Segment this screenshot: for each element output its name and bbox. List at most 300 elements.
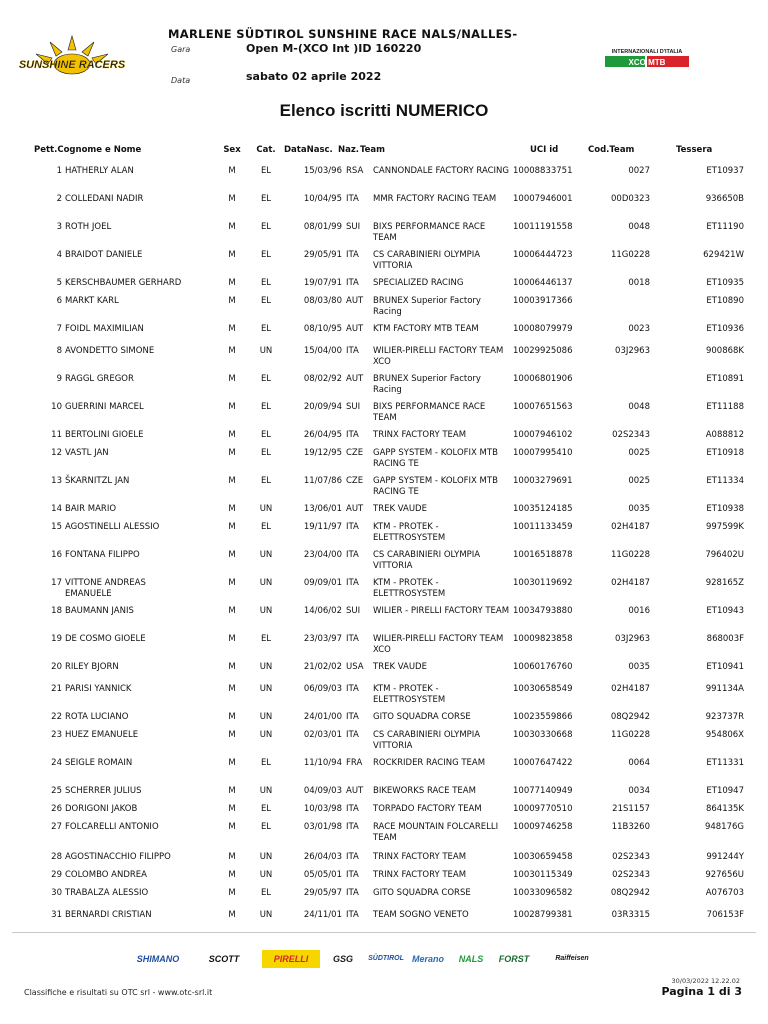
team-cell: KTM - PROTEK - ELETTROSYSTEM [373,684,446,705]
nationality-cell: ITA [346,430,359,440]
team-code-cell: 11G0228 [610,250,650,260]
sunshine-racers-logo [18,34,126,88]
rider-cell [34,662,210,673]
rider-name: COLLEDANI NADIR [65,194,144,204]
team-cell: GITO SQUADRA CORSE [373,888,471,898]
dob-cell: 23/03/97 [303,634,342,644]
tessera-cell: 928165Z [705,578,744,588]
rider-cell [34,606,210,617]
team-code-cell: 11B3260 [611,822,650,832]
team-cell: GAPP SYSTEM - KOLOFIX MTB RACING TE [373,476,498,497]
team-code-cell: 02H4187 [611,684,650,694]
bib-number: 5 [56,278,62,288]
nationality-cell: ITA [346,684,359,694]
tessera-cell: 706153F [706,910,744,920]
team-code-cell: 0048 [628,402,650,412]
rider-name: TRABALZA ALESSIO [65,888,149,898]
nationality-cell: AUT [346,324,364,334]
sex-cell: M [228,296,236,306]
col-pett-name: Pett.Cognome e Nome [34,145,142,155]
rider-name: RILEY BJORN [65,662,119,672]
uci-id-cell: 10007946102 [513,430,573,440]
tessera-cell: 948176G [704,822,744,832]
bib-number: 11 [51,430,62,440]
bib-number: 6 [56,296,62,306]
uci-id-cell: 10007647422 [513,758,573,768]
nationality-cell: AUT [346,296,364,306]
dob-cell: 19/12/95 [303,448,342,458]
team-code-cell: 11G0228 [610,730,650,740]
team-code-cell: 02S2343 [612,870,650,880]
nationality-cell: ITA [346,910,359,920]
rider-name: BAUMANN JANIS [65,606,134,616]
uci-id-cell: 10007946001 [513,194,573,204]
bib-number: 19 [51,634,62,644]
uci-id-cell: 10007995410 [513,448,573,458]
cat-cell: UN [259,550,273,560]
sex-cell: M [228,910,236,920]
dob-cell: 05/05/01 [303,870,342,880]
nationality-cell: ITA [346,822,359,832]
dob-cell: 15/03/96 [303,166,342,176]
rider-cell [34,324,210,335]
dob-cell: 11/07/86 [303,476,342,486]
rider-name: HATHERLY ALAN [65,166,134,176]
rider-cell [34,402,210,413]
team-code-cell: 0048 [628,222,650,232]
sex-cell: M [228,684,236,694]
dob-cell: 06/09/03 [303,684,342,694]
tessera-cell: ET11331 [706,758,744,768]
sex-cell: M [228,550,236,560]
race-id: Open M-(XCO Int )ID 160220 [246,42,422,55]
bib-number: 3 [56,222,62,232]
tessera-cell: A088812 [705,430,744,440]
team-cell: TRINX FACTORY TEAM [373,430,467,440]
tessera-cell: 868003F [706,634,744,644]
tessera-cell: 864135K [705,804,744,814]
rider-name: VASTL JAN [65,448,109,458]
dob-cell: 24/01/00 [303,712,342,722]
cat-cell: EL [260,194,272,204]
bib-number: 10 [51,402,62,412]
sponsor-logo: SHIMANO [136,954,180,964]
bib-number: 27 [51,822,62,832]
team-cell: RACE MOUNTAIN FOLCARELLI TEAM [373,822,499,843]
cat-cell: EL [260,222,272,232]
rider-cell [34,634,210,645]
tessera-cell: ET10941 [706,662,744,672]
bib-number: 25 [51,786,62,796]
tessera-cell: ET10935 [706,278,744,288]
team-cell: BIKEWORKS RACE TEAM [373,786,476,796]
nationality-cell: SUI [346,402,361,412]
sex-cell: M [228,194,236,204]
team-cell: BIXS PERFORMANCE RACE TEAM [373,222,486,243]
rider-name: FONTANA FILIPPO [65,550,140,560]
sex-cell: M [228,166,236,176]
sex-cell: M [228,324,236,334]
team-code-cell: 0034 [628,786,650,796]
rider-name: ROTH JOEL [65,222,112,232]
rider-cell [34,166,210,177]
sex-cell: M [228,578,236,588]
cat-cell: EL [260,296,272,306]
sex-cell: M [228,606,236,616]
sponsor-logo: Raiffeisen [555,955,589,962]
rider-name: PARISI YANNICK [65,684,132,694]
gara-label: Gara [171,45,191,54]
bib-number: 9 [56,374,62,384]
bib-number: 15 [51,522,62,532]
tessera-cell: ET10891 [706,374,744,384]
team-cell: CS CARABINIERI OLYMPIA VITTORIA [373,550,481,571]
nationality-cell: ITA [346,870,359,880]
team-code-cell: 03J2963 [615,634,650,644]
team-code-cell: 0023 [628,324,650,334]
sex-cell: M [228,522,236,532]
bib-number: 29 [51,870,62,880]
right-logo-bottom: XCO MTB [628,58,666,67]
team-cell: SPECIALIZED RACING [373,278,464,288]
tessera-cell: 927656U [705,870,744,880]
cat-cell: EL [260,402,272,412]
tessera-cell: ET11190 [706,222,744,232]
rider-name: HUEZ EMANUELE [65,730,139,740]
bib-number: 31 [51,910,62,920]
tessera-cell: 796402U [705,550,744,560]
page-indicator: Pagina 1 di 3 [661,985,742,998]
rider-name: VITTONE ANDREAS [65,578,146,588]
rider-cell [34,786,210,797]
team-code-cell: 0025 [628,476,650,486]
sex-cell: M [228,822,236,832]
race-date: sabato 02 aprile 2022 [246,70,382,83]
dob-cell: 14/06/02 [303,606,342,616]
bib-number: 23 [51,730,62,740]
cat-cell: EL [260,476,272,486]
uci-id-cell: 10030659458 [513,852,573,862]
uci-id-cell: 10023559866 [513,712,573,722]
bib-number: 2 [56,194,62,204]
uci-id-cell: 10029925086 [513,346,573,356]
team-cell: TEAM SOGNO VENETO [373,910,469,920]
bib-number: 17 [51,578,62,588]
sponsor-logo: NALS [458,954,484,964]
rider-name: SCHERRER JULIUS [65,786,142,796]
team-cell: BRUNEX Superior Factory Racing [373,296,481,317]
uci-id-cell: 10030658549 [513,684,573,694]
team-code-cell: 0018 [628,278,650,288]
tessera-cell: 923737R [705,712,744,722]
tessera-cell: ET10947 [706,786,744,796]
rider-cell [34,730,210,741]
team-cell: TRINX FACTORY TEAM [373,870,467,880]
cat-cell: UN [259,730,273,740]
sex-cell: M [228,852,236,862]
cat-cell: EL [260,758,272,768]
dob-cell: 23/04/00 [303,550,342,560]
dob-cell: 04/09/03 [303,786,342,796]
print-timestamp: 30/03/2022 12.22.02 [671,977,740,985]
cat-cell: UN [259,662,273,672]
rider-name: BRAIDOT DANIELE [65,250,143,260]
sex-cell: M [228,804,236,814]
dob-cell: 10/03/98 [303,804,342,814]
uci-id-cell: 10009746258 [513,822,573,832]
sex-cell: M [228,278,236,288]
cat-cell: UN [259,504,273,514]
race-title: MARLENE SÜDTIROL SUNSHINE RACE NALS/NALLES- [168,27,518,41]
sponsor-logo: GSG [332,954,353,964]
rider-cell [34,346,210,357]
dob-cell: 13/06/01 [303,504,342,514]
rider-cell [34,522,210,533]
nationality-cell: ITA [346,852,359,862]
team-cell: WILIER-PIRELLI FACTORY TEAM XCO [373,346,504,367]
nationality-cell: ITA [346,522,359,532]
team-cell: TREK VAUDE [373,662,427,672]
footer-credits: Classifiche e risultati su OTC srl - www.otc-srl.it [24,988,213,997]
rider-name: ROTA LUCIANO [65,712,129,722]
cat-cell: EL [260,634,272,644]
team-code-cell: 03R3315 [611,910,650,920]
bib-number: 7 [56,324,62,334]
cat-cell: EL [260,324,272,334]
team-cell: WILIER - PIRELLI FACTORY TEAM [373,606,510,616]
dob-cell: 26/04/03 [303,852,342,862]
tessera-cell: ET10918 [706,448,744,458]
sex-cell: M [228,346,236,356]
list-title: Elenco iscritti NUMERICO [279,101,489,120]
team-cell: BRUNEX Superior Factory Racing [373,374,481,395]
nationality-cell: ITA [346,578,359,588]
cat-cell: EL [260,166,272,176]
dob-cell: 24/11/01 [303,910,342,920]
dob-cell: 03/01/98 [303,822,342,832]
rider-name: AGOSTINELLI ALESSIO [65,522,160,532]
nationality-cell: ITA [346,550,359,560]
dob-cell: 08/10/95 [303,324,342,334]
cat-cell: UN [259,870,273,880]
rider-cell [34,888,210,899]
bib-number: 21 [51,684,62,694]
team-code-cell: 02H4187 [611,578,650,588]
dob-cell: 20/09/94 [303,402,342,412]
sponsor-bar [130,944,640,974]
team-code-cell: 03J2963 [615,346,650,356]
cat-cell: UN [259,786,273,796]
rider-cell [34,822,210,833]
team-cell: CS CARABINIERI OLYMPIA VITTORIA [373,730,481,751]
team-code-cell: 00D0323 [611,194,650,204]
tessera-cell: 629421W [703,250,744,260]
nationality-cell: ITA [346,712,359,722]
uci-id-cell: 10011191558 [513,222,573,232]
rider-name: COLOMBO ANDREA [65,870,147,880]
rider-name: SEIGLE ROMAIN [65,758,133,768]
rider-cell [34,870,210,881]
team-cell: ROCKRIDER RACING TEAM [373,758,486,768]
col-uci: UCI id [530,145,559,155]
sponsor-logo: FORST [498,954,530,964]
nationality-cell: ITA [346,346,359,356]
dob-cell: 29/05/91 [303,250,342,260]
bib-number: 12 [51,448,62,458]
tessera-cell: ET10943 [706,606,744,616]
team-code-cell: 0064 [628,758,650,768]
nationality-cell: FRA [346,758,363,768]
uci-id-cell: 10008079979 [513,324,573,334]
bib-number: 8 [56,346,62,356]
dob-cell: 19/07/91 [303,278,342,288]
uci-id-cell: 10003917366 [513,296,573,306]
dob-cell: 19/11/97 [303,522,342,532]
sex-cell: M [228,250,236,260]
rider-name: FOIDL MAXIMILIAN [65,324,144,334]
uci-id-cell: 10003279691 [513,476,573,486]
uci-id-cell: 10006446137 [513,278,573,288]
col-cat: Cat. [256,145,276,155]
sponsor-logo: PIRELLI [262,950,320,968]
cat-cell: UN [259,712,273,722]
bib-number: 18 [51,606,62,616]
sex-cell: M [228,402,236,412]
rider-cell [34,578,210,600]
rider-name: AVONDETTO SIMONE [65,346,155,356]
sex-cell: M [228,662,236,672]
cat-cell: UN [259,852,273,862]
cat-cell: UN [259,910,273,920]
team-cell: MMR FACTORY RACING TEAM [373,194,497,204]
dob-cell: 15/04/00 [303,346,342,356]
uci-id-cell: 10033096582 [513,888,573,898]
tessera-cell: 991134A [705,684,744,694]
dob-cell: 08/03/80 [303,296,342,306]
cat-cell: EL [260,804,272,814]
uci-id-cell: 10028799381 [513,910,573,920]
uci-id-cell: 10030119692 [513,578,573,588]
rider-name: DORIGONI JAKOB [65,804,138,814]
tessera-cell: ET11334 [706,476,744,486]
nationality-cell: AUT [346,504,364,514]
team-code-cell: 08Q2942 [610,712,650,722]
nationality-cell: CZE [346,448,364,458]
bib-number: 22 [51,712,62,722]
tessera-cell: 936650B [705,194,744,204]
rider-cell [34,852,210,863]
sex-cell: M [228,374,236,384]
nationality-cell: CZE [346,476,364,486]
sex-cell: M [228,430,236,440]
rider-name: GUERRINI MARCEL [65,402,144,412]
team-cell: TORPADO FACTORY TEAM [373,804,482,814]
nationality-cell: ITA [346,804,359,814]
nationality-cell: USA [346,662,364,672]
team-code-cell: 08Q2942 [610,888,650,898]
team-code-cell: 0025 [628,448,650,458]
rider-name: MARKT KARL [65,296,119,306]
rider-cell [34,684,210,695]
team-cell: CANNONDALE FACTORY RACING [373,166,509,176]
sponsor-logo: SCOTT [208,954,240,964]
sex-cell: M [228,634,236,644]
uci-id-cell: 10006444723 [513,250,573,260]
rider-name: AGOSTINACCHIO FILIPPO [65,852,171,862]
uci-id-cell: 10011133459 [513,522,573,532]
team-cell: BIXS PERFORMANCE RACE TEAM [373,402,486,423]
rider-name: KERSCHBAUMER GERHARD [65,278,182,288]
bib-number: 16 [51,550,62,560]
sex-cell: M [228,758,236,768]
tessera-cell: ET11188 [706,402,744,412]
rider-name: BERNARDI CRISTIAN [65,910,152,920]
team-code-cell: 11G0228 [610,550,650,560]
uci-id-cell: 10030115349 [513,870,573,880]
bib-number: 24 [51,758,62,768]
dob-cell: 08/02/92 [303,374,342,384]
rider-cell [34,278,210,289]
rider-name: RAGGL GREGOR [65,374,134,384]
rider-name: ŠKARNITZL JAN [65,476,130,486]
nationality-cell: ITA [346,278,359,288]
data-label: Data [171,76,191,85]
rider-cell [34,194,210,205]
dob-cell: 26/04/95 [303,430,342,440]
dob-cell: 02/03/01 [303,730,342,740]
nationality-cell: ITA [346,888,359,898]
tessera-cell: ET10936 [706,324,744,334]
sponsor-logo: SÜDTIROL [368,955,404,962]
cat-cell: UN [259,684,273,694]
team-code-cell: 02S2343 [612,430,650,440]
internazionali-italia-logo [603,46,691,70]
uci-id-cell: 10016518878 [513,550,573,560]
team-code-cell: 02S2343 [612,852,650,862]
uci-id-cell: 10006801906 [513,374,573,384]
bottom-rule [12,932,756,933]
col-team: Team [360,145,386,155]
sex-cell: M [228,222,236,232]
rider-name: FOLCARELLI ANTONIO [65,822,159,832]
uci-id-cell: 10009823858 [513,634,573,644]
right-logo-top: INTERNAZIONALI D'ITALIA [611,49,683,55]
nationality-cell: AUT [346,786,364,796]
team-cell: CS CARABINIERI OLYMPIA VITTORIA [373,250,481,271]
team-code-cell: 0016 [628,606,650,616]
tessera-cell: ET10890 [706,296,744,306]
team-cell: KTM FACTORY MTB TEAM [373,324,479,334]
uci-id-cell: 10008833751 [513,166,573,176]
team-code-cell: 0035 [628,662,650,672]
rider-cell [34,504,210,515]
cat-cell: EL [260,430,272,440]
bib-number: 1 [56,166,62,176]
cat-cell: UN [259,606,273,616]
cat-cell: EL [260,822,272,832]
team-cell: GITO SQUADRA CORSE [373,712,471,722]
uci-id-cell: 10034793880 [513,606,573,616]
rider-cell [34,430,210,441]
bib-number: 30 [51,888,62,898]
nationality-cell: ITA [346,194,359,204]
rider-cell [34,222,210,233]
uci-id-cell: 10030330668 [513,730,573,740]
dob-cell: 09/09/01 [303,578,342,588]
dob-cell: 11/10/94 [303,758,342,768]
sex-cell: M [228,448,236,458]
rider-cell [34,296,210,307]
